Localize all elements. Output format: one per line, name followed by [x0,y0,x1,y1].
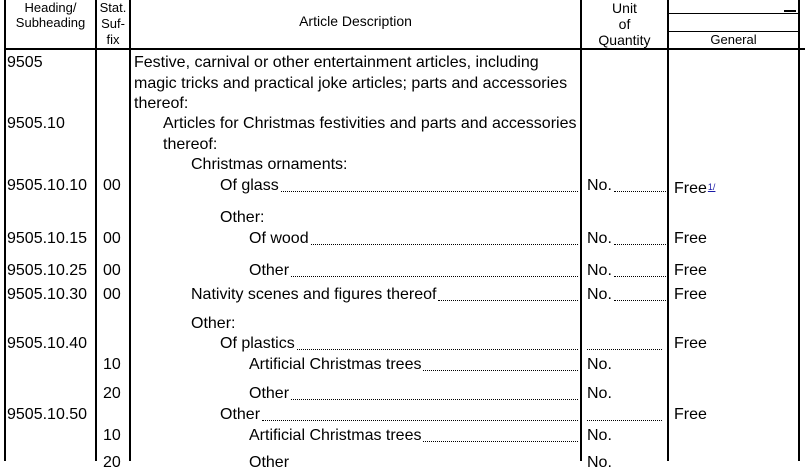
table-row [220,334,578,354]
tariff-code: 9505.10.30 [7,286,88,303]
header-article-description: Article Description [299,13,412,29]
rates-tick-mark [784,10,796,12]
unit-cell [587,285,666,305]
header-bottom-rule [5,48,805,50]
description-line: thereof: [134,95,189,112]
table-row [249,355,578,375]
unit-cell [587,405,662,425]
table-row [249,426,578,446]
description-line: magic tricks and practical joke articles; parts and accessories [134,75,568,92]
description-text: Of wood [249,230,309,247]
tariff-code: 9505.10.10 [7,177,88,194]
dot-leader [614,244,666,245]
dot-leader [587,420,662,421]
column-rule-unit [667,0,669,461]
column-rule-stat [129,0,131,461]
description-line: Other: [191,315,236,332]
general-rate: Free [674,286,707,303]
unit-text: No. [587,356,612,373]
table-border-left [4,0,6,461]
footnote-link[interactable]: 1/ [707,182,716,192]
header-rates-general: General [710,32,757,47]
dot-leader [587,349,662,350]
column-rule-heading [95,0,97,461]
table-row [249,384,578,404]
stat-suffix: 00 [103,262,121,279]
description-line: Other: [220,209,265,226]
stat-suffix: 10 [103,427,121,444]
general-rate: Free [674,230,707,247]
unit-cell [587,176,666,196]
column-rule-general [798,0,800,461]
description-text: Of plastics [220,335,295,352]
dot-leader [614,191,666,192]
dot-leader [614,276,666,277]
unit-cell [587,229,666,249]
tariff-code: 9505.10.40 [7,335,88,352]
stat-suffix: 10 [103,356,121,373]
heading-code: 9505 [7,54,43,71]
unit-cell [587,334,662,354]
dot-leader [311,244,578,245]
rate-text: Free [674,180,707,197]
column-rule-description [580,0,582,461]
unit-text: No. [587,286,612,303]
stat-suffix: 20 [103,454,121,471]
dot-leader [614,300,666,301]
description-text: Nativity scenes and figures thereof [191,286,437,303]
table-row [220,176,578,196]
description-text: Of glass [220,177,279,194]
description-text: Artificial Christmas trees [249,356,422,373]
stat-suffix: 00 [103,230,121,247]
header-unit-of-quantity: Unit of Quantity [598,0,651,48]
unit-text: No. [587,230,612,247]
description-text: Other [220,406,261,423]
general-rate: Free [674,406,707,423]
stat-suffix: 20 [103,385,121,402]
unit-cell [587,261,666,281]
unit-text: No. [587,427,612,444]
description-line: Festive, carnival or other entertainment articles, including [134,54,539,71]
description-line: thereof: [163,136,218,153]
unit-text: No. [587,454,612,471]
general-rate: Free [674,262,707,279]
dot-leader [423,441,578,442]
dot-leader [423,370,578,371]
subheading-code: 9505.10 [7,115,65,132]
description-line: Articles for Christmas festivities and parts and accessories [163,115,577,132]
description-text: Other [249,454,290,471]
stat-suffix: 00 [103,286,121,303]
table-row [220,405,578,425]
general-rate [674,179,715,199]
dot-leader [281,191,578,192]
unit-text: No. [587,177,612,194]
rates-top-rule [669,13,798,14]
dot-leader [297,349,578,350]
dot-leader [291,399,578,400]
header-stat-suffix: Stat. Suf- fix [99,0,127,47]
tariff-code: 9505.10.25 [7,262,88,279]
description-line: Christmas ornaments: [191,156,348,173]
unit-text: No. [587,262,612,279]
description-text: Artificial Christmas trees [249,427,422,444]
dot-leader [262,420,578,421]
header-heading-subheading: Heading/ Subheading [15,0,86,30]
stat-suffix: 00 [103,177,121,194]
tariff-code: 9505.10.15 [7,230,88,247]
description-text: Other [249,262,290,279]
description-text: Other [249,385,290,402]
table-row [191,285,578,305]
tariff-code: 9505.10.50 [7,406,88,423]
general-rate: Free [674,335,707,352]
unit-text: No. [587,385,612,402]
dot-leader [438,300,578,301]
table-row [249,261,578,281]
dot-leader [291,276,578,277]
table-row [249,229,578,249]
